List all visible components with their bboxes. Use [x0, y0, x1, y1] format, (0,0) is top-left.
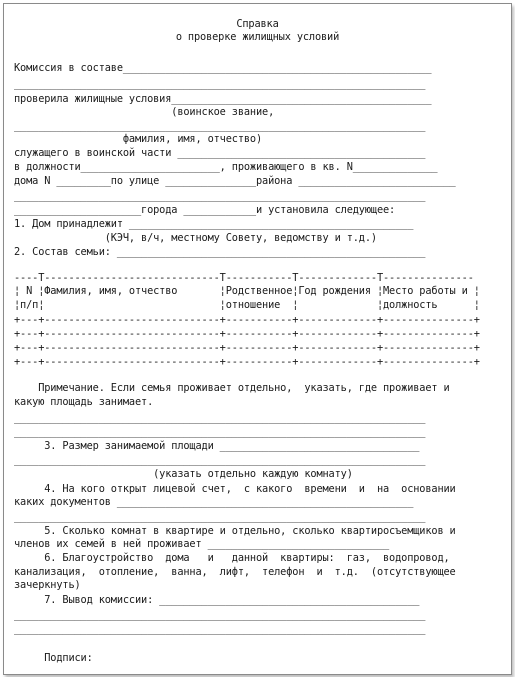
item-1-house-owner: 1. Дом принадлежит _______________________________________________ — [14, 218, 414, 230]
commission-field: Комиссия в составе___________________________________________________ — [14, 62, 432, 74]
item-6-amenities: 6. Благоустройство дома и данной квартиры: газ, водопровод, — [14, 552, 450, 564]
item-4-account: 4. На кого открыт лицевой счет, с какого времени и на основании — [14, 483, 456, 495]
table-header-row: ¦ N ¦Фамилия, имя, отчество ¦Родственное¦Год рождения ¦Место работы и ¦ — [14, 285, 480, 297]
note-text: какую площадь занимает. — [14, 396, 154, 408]
house-street-district-field: дома N _________по улице _______________района __________________________ — [14, 175, 456, 187]
commission-field-continued: ____________________________________________________________________ — [14, 78, 426, 90]
item-3-hint: (указать отдельно каждую комнату) — [14, 468, 353, 480]
document-subtitle: о проверке жилищных условий — [175, 31, 340, 43]
name-hint: фамилия, имя, отчество) — [14, 133, 263, 145]
item-3-area: 3. Размер занимаемой площади _________________________________ — [14, 440, 420, 452]
rank-hint: (воинское звание, — [14, 106, 275, 118]
table-row: +---+-----------------------------+-----------+-------------+---------------+ — [14, 328, 480, 340]
certificate-document — [3, 3, 512, 675]
note-text: Примечание. Если семья проживает отдельно, указать, где проживает и — [14, 382, 450, 394]
blank-line: ____________________________________________________________________ — [14, 412, 426, 424]
table-row: +---+-----------------------------+-----------+-------------+---------------+ — [14, 314, 480, 326]
blank-line: ____________________________________________________________________ — [14, 511, 426, 523]
blank-line: ____________________________________________________________________ — [14, 454, 426, 466]
item-1-hint: (КЭЧ, в/ч, местному Совету, ведомству и т.д.) — [14, 232, 377, 244]
item-4-account-cont: каких документов _________________________________________________ — [14, 496, 414, 508]
item-5-rooms: 5. Сколько комнат в квартире и отдельно, сколько квартиросъемщиков и — [14, 525, 456, 537]
table-header-row: ¦п/п¦ ¦отношение ¦ ¦должность ¦ — [14, 299, 480, 311]
document-title: Справка — [236, 18, 279, 30]
blank-line: ____________________________________________________________________ — [14, 426, 426, 438]
item-6-amenities-cont: зачеркнуть) — [14, 579, 81, 591]
item-7-conclusion: 7. Вывод комиссии: ___________________________________________ — [14, 594, 420, 606]
blank-line: ____________________________________________________________________ — [14, 623, 426, 635]
signatures-label: Подписи: — [14, 652, 93, 664]
item-2-family: 2. Состав семьи: ___________________________________________________ — [14, 246, 426, 258]
item-6-amenities-cont: канализация, отопление, ванна, лифт, телефон и т.д. (отсутствующее — [14, 566, 456, 578]
table-top-border: ----T-----------------------------T-----------T-------------T--------------- — [14, 272, 474, 284]
military-unit-field: служащего в воинской части _________________________________________ — [14, 147, 426, 159]
table-row: +---+-----------------------------+-----------+-------------+---------------+ — [14, 356, 480, 368]
table-row: +---+-----------------------------+-----------+-------------+---------------+ — [14, 342, 480, 354]
blank-line: ____________________________________________________________________ — [14, 120, 426, 132]
blank-line: ____________________________________________________________________ — [14, 609, 426, 621]
checked-conditions-field: проверила жилищные условия___________________________________________ — [14, 93, 432, 105]
blank-line: ____________________________________________________________________ — [14, 190, 426, 202]
position-apartment-field: в должности_______________________, проживающего в кв. N______________ — [14, 161, 438, 173]
item-5-rooms-cont: членов их семей в ней проживает ______________________________ — [14, 538, 390, 550]
city-field: _____________________города ____________и установила следующее: — [14, 204, 396, 216]
